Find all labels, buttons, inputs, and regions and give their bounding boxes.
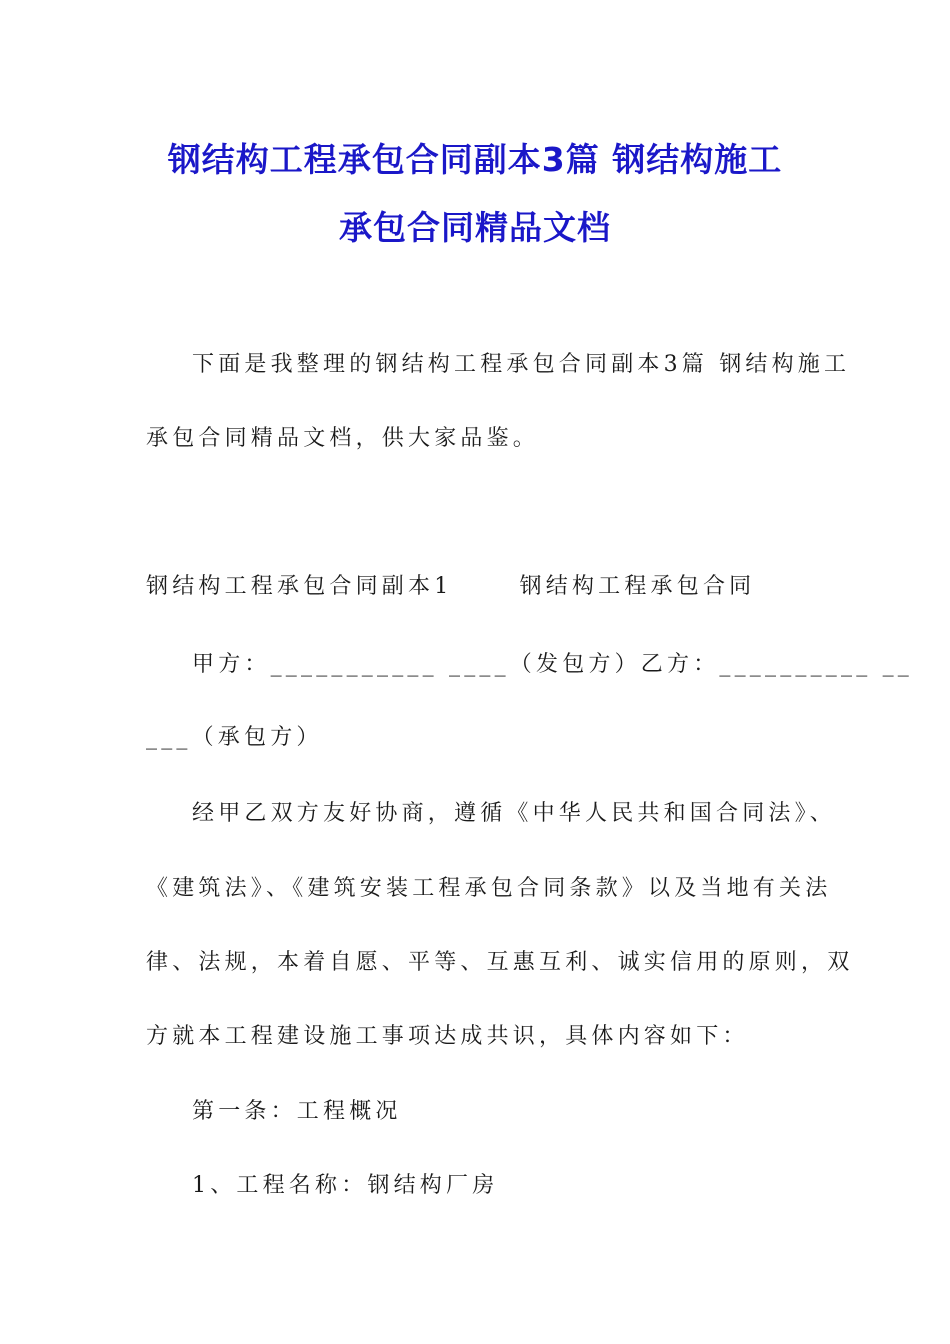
- section-heading-copy-1: 钢结构工程承包合同副本1 钢结构工程承包合同: [146, 574, 756, 599]
- paragraph-line-3: 律、法规，本着自愿、平等、互惠互利、诚实信用的原则，双: [146, 950, 854, 975]
- paragraph-line-4: 方就本工程建设施工事项达成共识，具体内容如下：: [146, 1024, 749, 1049]
- document-title-line-1: 钢结构工程承包合同副本3篇 钢结构施工: [167, 140, 783, 179]
- intro-line-2: 承包合同精品文档，供大家品鉴。: [146, 426, 540, 451]
- paragraph-line-1: 经甲乙双方友好协商，遵循《中华人民共和国合同法》、: [192, 801, 837, 826]
- article-one-heading: 第一条：工程概况: [192, 1099, 402, 1124]
- document-title-line-2: 承包合同精品文档: [339, 208, 611, 247]
- intro-line-1: 下面是我整理的钢结构工程承包合同副本3篇 钢结构施工: [192, 352, 851, 377]
- paragraph-line-2: 《建筑法》、《建筑安装工程承包合同条款》以及当地有关法: [146, 876, 832, 901]
- party-line-1: 甲方：___________ ____（发包方）乙方：__________ __: [192, 652, 913, 677]
- party-line-2: ___（承包方）: [146, 725, 323, 750]
- project-name-line: 1、工程名称：钢结构厂房: [192, 1173, 499, 1198]
